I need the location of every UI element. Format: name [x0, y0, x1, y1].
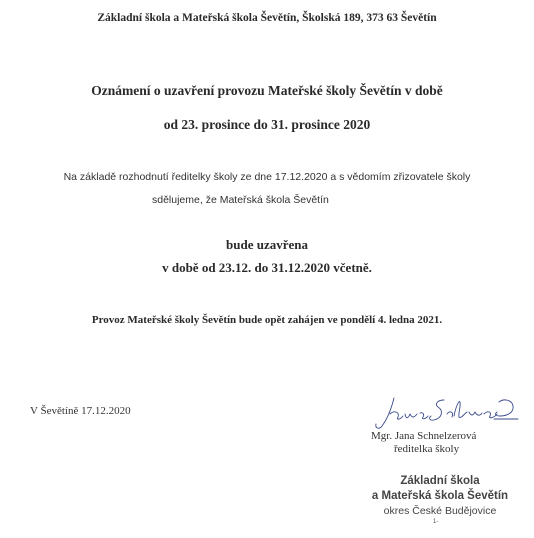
stamp-line-3: okres České Budějovice	[383, 505, 497, 517]
stamp-mark: 1-	[433, 519, 439, 525]
notice-title-line-2: od 23. prosince do 31. prosince 2020	[163, 117, 371, 132]
body-text-line-2: sdělujeme, že Mateřská škola Ševětín	[152, 194, 329, 206]
school-header: Základní škola a Mateřská škola Ševětín, Školská 189, 373 63 Ševětín	[97, 12, 437, 24]
stamp-line-1: Základní škola	[400, 475, 480, 487]
notice-title-line-1: Oznámení o uzavření provozu Mateřské školy Ševětín v době	[91, 83, 443, 98]
closure-line-1: bude uzavřena	[226, 237, 308, 252]
school-stamp	[356, 474, 524, 518]
signatory-name: Mgr. Jana Schnelzerová	[371, 430, 477, 442]
closure-line-2: v době od 23.12. do 31.12.2020 včetně.	[162, 260, 372, 275]
body-text-line-1: Na základě rozhodnutí ředitelky školy ze dne 17.12.2020 a s vědomím zřizovatele školy	[63, 171, 471, 183]
signatory-role: ředitelka školy	[394, 443, 460, 455]
place-and-date: V Ševětíně 17.12.2020	[30, 405, 131, 417]
resume-notice: Provoz Mateřské školy Ševětín bude opět zahájen ve pondělí 4. ledna 2021.	[91, 314, 443, 326]
stamp-line-2: a Mateřská škola Ševětín	[371, 490, 509, 502]
